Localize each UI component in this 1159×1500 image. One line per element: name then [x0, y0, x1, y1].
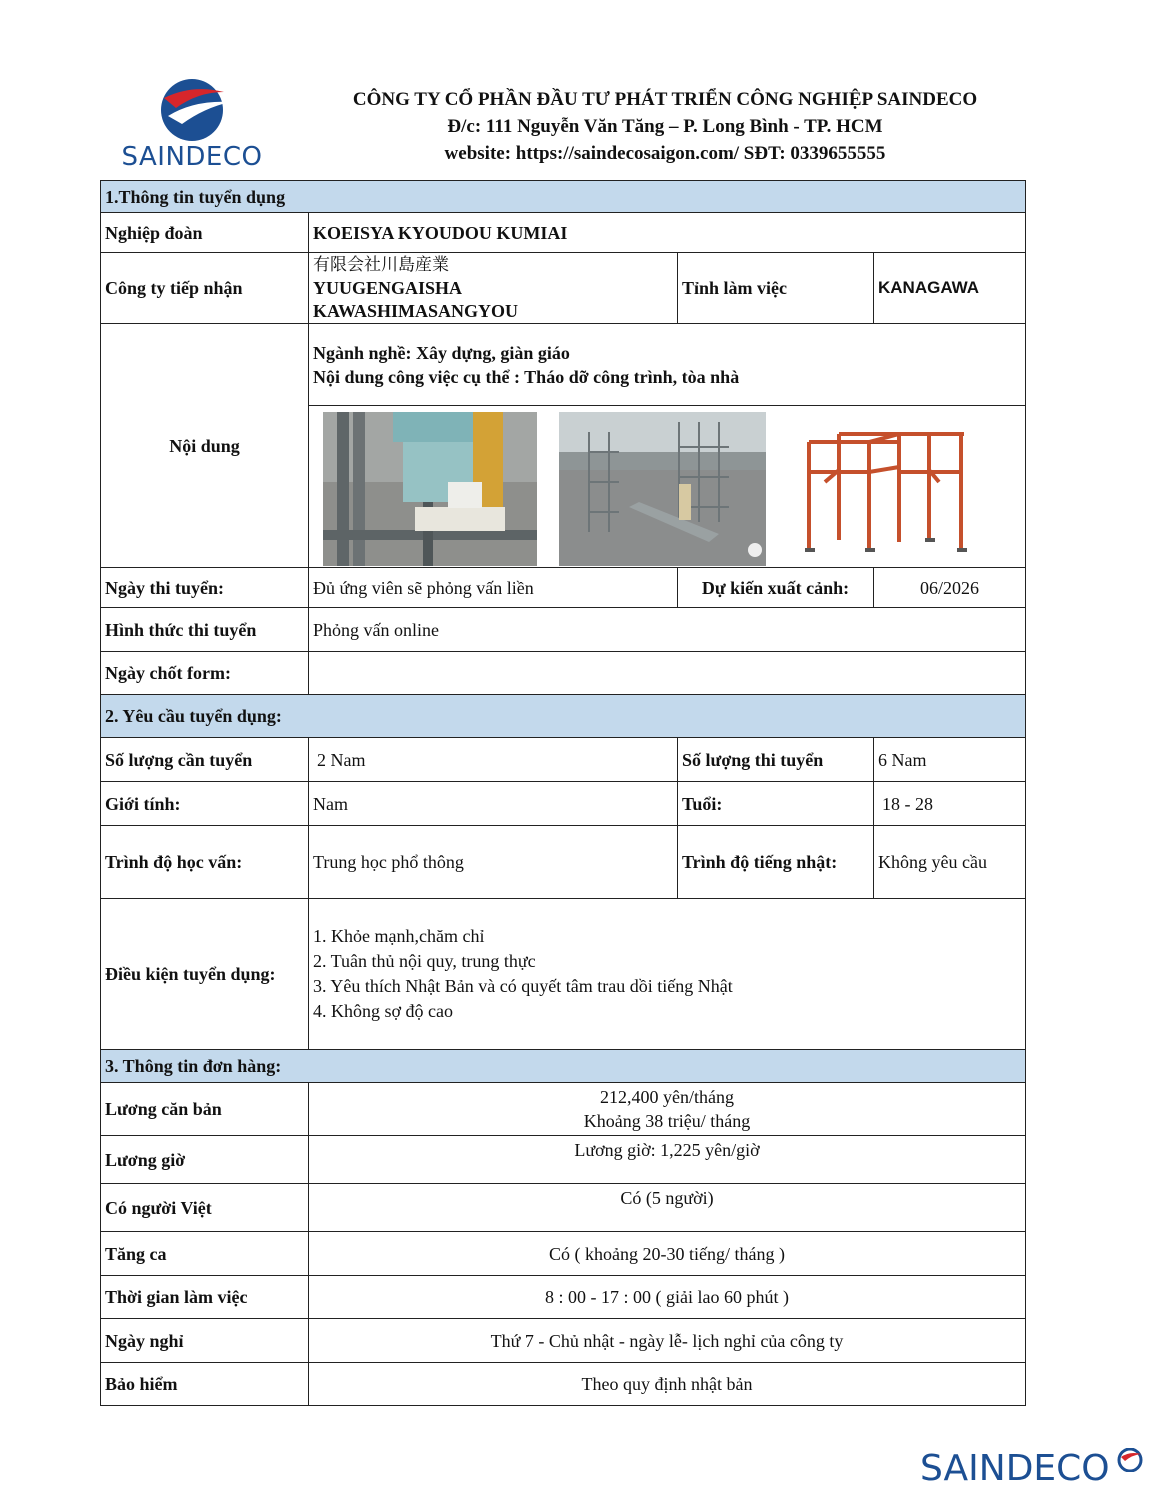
list-item: 2. Tuân thủ nội quy, trung thực: [313, 951, 536, 971]
job-detail-text: Nội dung công việc cụ thể : Tháo dỡ công trình, tòa nhà: [313, 366, 740, 387]
edu-value: Trung học phổ thông: [309, 826, 678, 899]
hourly-label: Lương giờ: [101, 1136, 309, 1184]
photo-cell: [309, 406, 1026, 568]
job-description: [309, 324, 1026, 406]
ot-label: Tăng ca: [101, 1232, 309, 1276]
recruitment-table: [100, 180, 1026, 1406]
province-label: Tỉnh làm việc: [678, 253, 874, 324]
union-value: KOEISYA KYOUDOU KUMIAI: [309, 213, 1026, 253]
age-value: 18 - 28: [874, 782, 1026, 826]
deadline-label: Ngày chốt form:: [101, 652, 309, 695]
company-address: Đ/c: 111 Nguyễn Văn Tăng – P. Long Bình - TP. HCM: [447, 116, 883, 137]
worker-assembling-scaffold-photo: [323, 412, 537, 566]
table-row: [101, 782, 1026, 826]
salary-label: Lương căn bản: [101, 1083, 309, 1136]
industry-text: Ngành nghề: Xây dựng, giàn giáo: [313, 342, 570, 363]
hours-label: Thời gian làm việc: [101, 1276, 309, 1319]
gender-label: Giới tính:: [101, 782, 309, 826]
document-header: [0, 0, 1159, 180]
content-label: Nội dung: [101, 324, 309, 568]
table-row: [101, 213, 1026, 253]
table-row: [101, 1319, 1026, 1363]
saindeco-emblem-icon: [1115, 1448, 1145, 1472]
hourly-value: Lương giờ: 1,225 yên/giờ: [309, 1136, 1026, 1184]
logo-text: SAINDECO: [121, 142, 263, 172]
list-item: 1. Khỏe mạnh,chăm chỉ: [313, 926, 485, 946]
salary-line-1: 212,400 yên/tháng: [600, 1087, 734, 1107]
section-2-header: [101, 695, 1026, 738]
salary-value: [309, 1083, 1026, 1136]
table-row: [101, 1184, 1026, 1232]
section-title: 3. Thông tin đơn hàng:: [101, 1050, 1026, 1083]
table-row: [101, 1083, 1026, 1136]
footer-logo-text: SAINDECO: [920, 1448, 1110, 1489]
list-item: 4. Không sợ độ cao: [313, 1001, 454, 1021]
saindeco-emblem-icon: [112, 78, 272, 142]
qty-label: Số lượng cần tuyển: [101, 738, 309, 782]
exam-form-label: Hình thức thi tuyển: [101, 608, 309, 652]
section-title: 1.Thông tin tuyển dụng: [101, 181, 1026, 213]
insurance-label: Bảo hiểm: [101, 1363, 309, 1406]
exam-form-value: Phỏng vấn online: [309, 608, 1026, 652]
company-value: [309, 253, 678, 324]
viet-value: Có (5 người): [309, 1184, 1026, 1232]
union-label: Nghiệp đoàn: [101, 213, 309, 253]
footer-logo: [920, 1448, 1140, 1498]
off-value: Thứ 7 - Chủ nhật - ngày lễ- lịch nghỉ của công ty: [309, 1319, 1026, 1363]
conditions-label: Điều kiện tuyển dụng:: [101, 899, 309, 1050]
exam-qty-value: 6 Nam: [874, 738, 1026, 782]
table-row: [101, 568, 1026, 608]
company-label: Công ty tiếp nhận: [101, 253, 309, 324]
off-label: Ngày nghỉ: [101, 1319, 309, 1363]
scaffold-site-photo: [559, 412, 766, 566]
deadline-value: [309, 652, 1026, 695]
company-name: CÔNG TY CỔ PHẦN ĐẦU TƯ PHÁT TRIỂN CÔNG NGHIỆP SAINDECO: [352, 89, 978, 110]
table-row: [101, 738, 1026, 782]
section-title: 2. Yêu cầu tuyển dụng:: [101, 695, 1026, 738]
insurance-value: Theo quy định nhật bản: [309, 1363, 1026, 1406]
table-row: [101, 253, 1026, 324]
company-romaji-2: KAWASHIMASANGYOU: [313, 300, 519, 321]
gender-value: Nam: [309, 782, 678, 826]
table-row: [101, 324, 1026, 406]
hours-value: 8 : 00 - 17 : 00 ( giải lao 60 phút ): [309, 1276, 1026, 1319]
conditions-list: [309, 899, 1026, 1050]
exam-date-value: Đủ ứng viên sẽ phỏng vấn liền: [309, 568, 678, 608]
edu-label: Trình độ học vấn:: [101, 826, 309, 899]
company-romaji-1: YUUGENGAISHA: [313, 277, 463, 298]
table-row: [101, 1363, 1026, 1406]
list-item: 3. Yêu thích Nhật Bản và có quyết tâm trau dồi tiếng Nhật: [313, 976, 733, 996]
departure-label: Dự kiến xuất cảnh:: [678, 568, 874, 608]
section-1-header: [101, 181, 1026, 213]
table-row: [101, 1136, 1026, 1184]
exam-qty-label: Số lượng thi tuyển: [678, 738, 874, 782]
province-value: KANAGAWA: [874, 253, 1026, 324]
jp-label: Trình độ tiếng nhật:: [678, 826, 874, 899]
table-row: [101, 1276, 1026, 1319]
company-info: [300, 86, 1030, 167]
company-jp: 有限会社川島産業: [313, 254, 449, 275]
exam-date-label: Ngày thi tuyển:: [101, 568, 309, 608]
table-row: [101, 608, 1026, 652]
red-scaffold-frame-photo: [789, 412, 989, 566]
ot-value: Có ( khoảng 20-30 tiếng/ tháng ): [309, 1232, 1026, 1276]
age-label: Tuổi:: [678, 782, 874, 826]
table-row: [101, 652, 1026, 695]
company-contact: website: https://saindecosaigon.com/ SĐT: 0339655555: [444, 143, 886, 164]
jp-value: Không yêu cầu: [874, 826, 1026, 899]
departure-value: 06/2026: [874, 568, 1026, 608]
salary-line-2: Khoảng 38 triệu/ tháng: [583, 1111, 751, 1131]
table-row: [101, 899, 1026, 1050]
section-3-header: [101, 1050, 1026, 1083]
table-row: [101, 826, 1026, 899]
table-row: [101, 1232, 1026, 1276]
saindeco-logo: [112, 78, 272, 173]
qty-value: 2 Nam: [309, 738, 678, 782]
viet-label: Có người Việt: [101, 1184, 309, 1232]
